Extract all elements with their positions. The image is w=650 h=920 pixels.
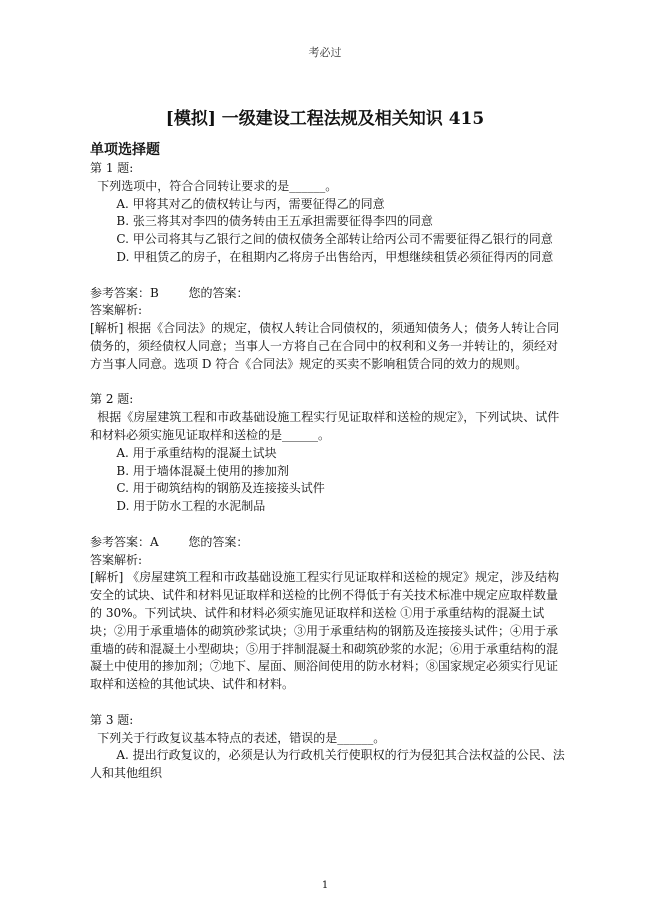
option-d: D. 甲租赁乙的房子，在租期内乙将房子出售给丙，甲想继续租赁必须征得丙的同意 <box>116 249 554 264</box>
analysis-label: 答案解析: <box>90 552 143 567</box>
option-d: D. 用于防水工程的水泥制品 <box>116 499 266 514</box>
question-1 <box>90 160 565 374</box>
your-answer: 您的答案： <box>188 285 249 300</box>
reference-answer: 参考答案：A <box>90 534 159 549</box>
question-2 <box>90 391 565 694</box>
option-a: A. 用于承重结构的混凝土试块 <box>116 445 277 460</box>
option-a: A. 甲将其对乙的债权转让与丙，需要征得乙的同意 <box>116 196 385 211</box>
option-a: A. 提出行政复议的，必须是认为行政机关行使职权的行为侵犯其合法权益的公民、法人和其他组织 <box>90 748 565 781</box>
document-title: [模拟] 一级建设工程法规及相关知识 415 <box>165 109 485 129</box>
question-label: 第 3 题: <box>90 712 134 727</box>
option-c: C. 甲公司将其与乙银行之间的债权债务全部转让给丙公司不需要征得乙银行的同意 <box>116 232 553 247</box>
analysis-label: 答案解析: <box>90 303 143 318</box>
question-stem: 根据《房屋建筑工程和市政基础设施工程实行见证取样和送检的规定》，下列试块、试件和材料必须实施见证取样和送检的是______。 <box>90 410 560 442</box>
question-3 <box>90 712 565 783</box>
answer-line <box>90 285 565 303</box>
question-stem: 下列关于行政复议基本特点的表述，错误的是______。 <box>97 730 386 745</box>
option-c: C. 用于砌筑结构的钢筋及连接接头试件 <box>116 481 325 496</box>
your-answer: 您的答案： <box>188 534 249 549</box>
option-b: B. 用于墙体混凝土使用的掺加剂 <box>116 463 289 478</box>
page-number: 1 <box>321 880 329 891</box>
option-b: B. 张三将其对李四的债务转由王五承担需要征得李四的同意 <box>116 214 433 229</box>
section-heading: 单项选择题 <box>90 142 160 158</box>
page-header: 考必过 <box>308 46 342 59</box>
question-label: 第 2 题: <box>90 392 134 407</box>
analysis-text: [解析] 根据《合同法》的规定，债权人转让合同债权的，须通知债务人；债务人转让合同债务的，须经债权人同意；当事人一方将自己在合同中的权利和义务一并转让的，须经对方当事人同意。选项 D 符合《合同法》规定的买卖不影响租赁合同的效力的规则。 <box>90 321 560 371</box>
reference-answer: 参考答案：B <box>90 285 159 300</box>
answer-line <box>90 534 565 552</box>
question-label: 第 1 题: <box>90 161 134 175</box>
analysis-text: [解析] 《房屋建筑工程和市政基础设施工程实行见证取样和送检的规定》规定，涉及结构安全的试块、试件和材料见证取样和送检的比例不得低于有关技术标准中规定应取样数量的 30%。下列试块、试件和材料必须实施见证取样和送检 ①用于承重结构的混凝土试块；②用于承重墙体的砌筑砂浆试块；③用于承重结构的钢筋及连接接头试件；④用于承重墙的砖和混凝土小型砌块；⑤用于拌制混凝土和砌筑砂浆的水泥；⑥用于承重结构的混凝土中使用的掺加剂；⑦地下、屋面、厕浴间使用的防水材料；⑧国家规定必须实行见证取样和送检的其他试块、试件和材料。 <box>90 570 560 692</box>
question-stem: 下列选项中，符合合同转让要求的是______。 <box>97 178 338 193</box>
document-body <box>90 140 565 783</box>
